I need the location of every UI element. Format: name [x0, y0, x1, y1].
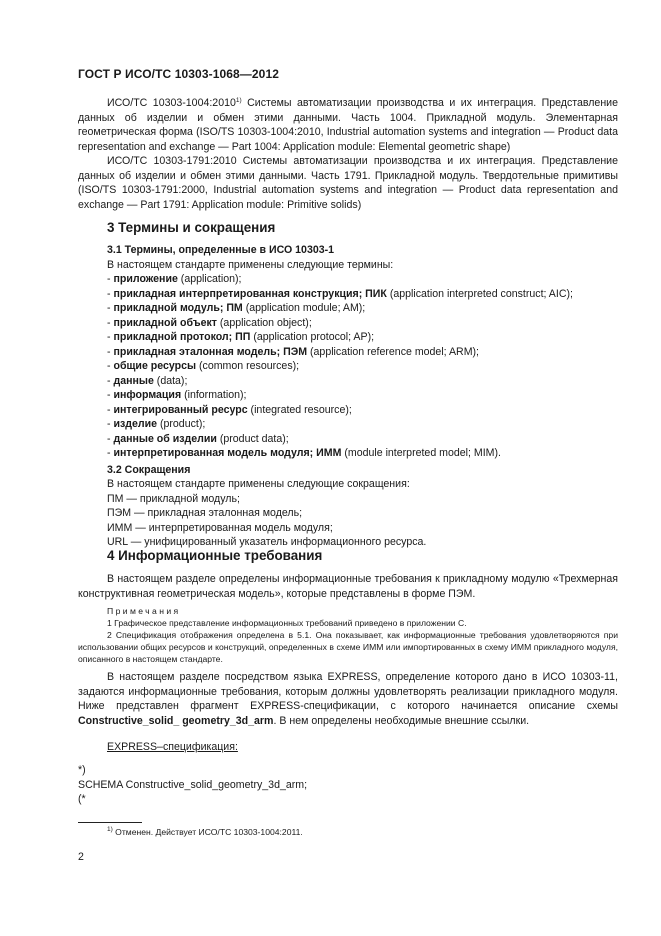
- normative-references: [78, 96, 618, 212]
- section-4-title: 4 Информационные требования: [107, 548, 323, 563]
- code-line: (*: [78, 793, 86, 805]
- term-item: - прикладная интерпретированная конструкция; ПИК (application interpreted construct; AIC);: [107, 287, 573, 300]
- express-label: EXPRESS–спецификация:: [107, 741, 238, 753]
- reference-1791: ИСО/ТС 10303-1791:2010 Системы автоматизации производства и их интеграция. Представление данных об изделии и обмен этими данными. Часть 1791. Прикладной модуль. Твердотельные примитивы (ISO/TS 10303-1791:2000, Industrial automation systems and integration — Product data representation and exchange — Part 1791: Application module: Primitive solids): [78, 155, 618, 211]
- term-item: - приложение (application);: [107, 273, 242, 285]
- terms-list: [78, 272, 618, 461]
- reference-1004: ИСО/ТС 10303-1004:2010$^{1)}$ Системы автоматизации производства и их интеграция. Представление данных об изделии и обмен этими данными. Часть 1004. Прикладной модуль. Элементарная геометрическая форма (ISO/TS 10303-1004:2010, Industrial automation systems and integration — Product data representation and exchange — Part 1004: Application module: Elemental geometric shape): [78, 97, 618, 153]
- page-number: 2: [78, 851, 84, 863]
- section-3: [78, 219, 618, 550]
- notes-heading: Примечания: [107, 606, 181, 616]
- code-line: *): [78, 764, 86, 776]
- term-item: - общие ресурсы (common resources);: [107, 360, 300, 372]
- subsection-3-1-title: 3.1 Термины, определенные в ИСО 10303-1: [107, 244, 335, 256]
- footnote-rule: [78, 822, 142, 823]
- standard-header: ГОСТ Р ИСО/ТС 10303-1068—2012: [78, 67, 279, 81]
- footnote: $^{1)}$ Отменен. Действует ИСО/ТС 10303-1004:2011.: [107, 826, 303, 837]
- abbreviations-list: [78, 492, 618, 550]
- subsection-3-2-title: 3.2 Сокращения: [107, 463, 191, 476]
- term-item: - информация (information);: [107, 389, 247, 401]
- code-line: SCHEMA Constructive_solid_geometry_3d_arm;: [78, 778, 308, 791]
- express-code: [78, 763, 307, 807]
- term-item: - прикладной модуль; ПМ (application module; AM);: [107, 302, 366, 314]
- schema-name: Constructive_solid_ geometry_3d_arm: [78, 714, 274, 727]
- term-item: - данные об изделии (product data);: [107, 432, 289, 445]
- term-item: - изделие (product);: [107, 418, 206, 430]
- term-item: - данные (data);: [107, 374, 188, 387]
- note-1: 1 Графическое представление информационных требований приведено в приложении С.: [107, 618, 467, 628]
- terms-intro: В настоящем стандарте применены следующие термины:: [107, 258, 394, 271]
- abbreviation-item: URL — унифицированный указатель информационного ресурса.: [107, 536, 427, 548]
- section-4: [78, 547, 618, 755]
- term-item: - прикладной объект (application object);: [107, 316, 312, 329]
- abbreviation-item: ПМ — прикладной модуль;: [107, 492, 240, 505]
- note-2: 2 Спецификация отображения определена в 5.1. Она показывает, как информационные требования удовлетворяются при использовании общих ресурсов и конструкций, определенных в схеме ИММ или импортированных в схему ИММ прикладного модуля, описанного в настоящем стандарте.: [78, 630, 618, 664]
- section-4-intro: В настоящем разделе определены информационные требования к прикладному модулю «Трехмерная конструктивная геометрическая модель», которые представлены в форме ПЭМ.: [78, 573, 618, 600]
- abbreviation-item: ИММ — интерпретированная модель модуля;: [107, 521, 333, 534]
- abbr-intro: В настоящем стандарте применены следующие сокращения:: [107, 478, 410, 490]
- term-item: - прикладная эталонная модель; ПЭМ (application reference model; ARM);: [107, 345, 479, 358]
- term-item: - интерпретированная модель модуля; ИММ (module interpreted model; MIM).: [107, 447, 501, 459]
- section-3-title: 3 Термины и сокращения: [107, 220, 276, 235]
- abbreviation-item: ПЭМ — прикладная эталонная модель;: [107, 507, 303, 519]
- express-intro: В настоящем разделе посредством языка EXPRESS, определение которого дано в ИСО 10303-11, задаются информационные требования, которым должны удовлетворять реализации прикладного модуля. Ниже представлен фрагмент EXPRESS-спецификации, с которого начинается описание схемы Constructive_solid_ geometry_3d_arm. В нем определены необходимые внешние ссылки.: [78, 671, 618, 727]
- footnote-mark: 1): [235, 97, 242, 104]
- term-item: - прикладной протокол; ПП (application protocol; AP);: [107, 331, 375, 343]
- term-item: - интегрированный ресурс (integrated resource);: [107, 403, 352, 416]
